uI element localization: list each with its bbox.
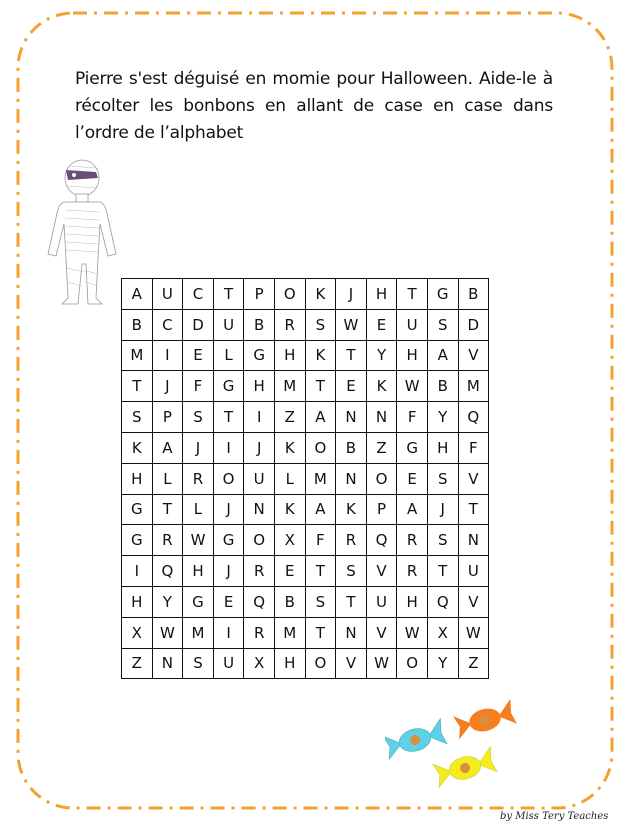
grid-cell: U: [244, 463, 275, 494]
grid-cell: P: [244, 279, 275, 310]
grid-cell: D: [183, 309, 214, 340]
grid-cell: U: [213, 309, 244, 340]
candy-icon: [385, 719, 447, 760]
grid-cell: O: [274, 279, 305, 310]
grid-cell: S: [336, 556, 367, 587]
grid-cell: E: [183, 340, 214, 371]
grid-cell: I: [244, 402, 275, 433]
grid-cell: T: [305, 617, 336, 648]
grid-cell: M: [183, 617, 214, 648]
grid-cell: H: [366, 279, 397, 310]
grid-cell: G: [213, 525, 244, 556]
grid-cell: Y: [427, 648, 458, 679]
grid-cell: N: [336, 463, 367, 494]
grid-cell: I: [213, 432, 244, 463]
grid-cell: I: [122, 556, 153, 587]
grid-cell: N: [152, 648, 183, 679]
grid-cell: W: [397, 371, 428, 402]
grid-cell: W: [366, 648, 397, 679]
grid-cell: G: [213, 371, 244, 402]
grid-cell: T: [122, 371, 153, 402]
grid-cell: U: [152, 279, 183, 310]
grid-cell: H: [274, 648, 305, 679]
grid-cell: F: [397, 402, 428, 433]
grid-row: [122, 494, 489, 525]
grid-cell: L: [213, 340, 244, 371]
grid-cell: L: [274, 463, 305, 494]
grid-cell: M: [305, 463, 336, 494]
grid-cell: J: [152, 371, 183, 402]
grid-row: [122, 309, 489, 340]
grid-cell: O: [366, 463, 397, 494]
grid-cell: A: [427, 340, 458, 371]
grid-cell: T: [397, 279, 428, 310]
grid-cell: Y: [366, 340, 397, 371]
grid-cell: B: [336, 432, 367, 463]
grid-cell: A: [152, 432, 183, 463]
grid-cell: U: [213, 648, 244, 679]
grid-cell: L: [183, 494, 214, 525]
grid-cell: S: [427, 463, 458, 494]
grid-cell: M: [274, 617, 305, 648]
grid-cell: F: [305, 525, 336, 556]
grid-row: [122, 586, 489, 617]
grid-cell: J: [183, 432, 214, 463]
grid-cell: W: [458, 617, 489, 648]
grid-cell: R: [336, 525, 367, 556]
grid-cell: Z: [122, 648, 153, 679]
grid-cell: G: [183, 586, 214, 617]
grid-cell: H: [183, 556, 214, 587]
grid-cell: E: [274, 556, 305, 587]
grid-cell: R: [244, 556, 275, 587]
grid-cell: F: [458, 432, 489, 463]
grid-cell: W: [397, 617, 428, 648]
grid-cell: W: [336, 309, 367, 340]
grid-cell: G: [397, 432, 428, 463]
grid-cell: H: [397, 586, 428, 617]
grid-cell: R: [183, 463, 214, 494]
grid-cell: V: [458, 340, 489, 371]
grid-cell: D: [458, 309, 489, 340]
grid-cell: A: [305, 494, 336, 525]
grid-cell: T: [305, 371, 336, 402]
grid-cell: Q: [366, 525, 397, 556]
grid-cell: A: [397, 494, 428, 525]
grid-cell: S: [427, 309, 458, 340]
grid-row: [122, 402, 489, 433]
grid-cell: Z: [274, 402, 305, 433]
grid-cell: R: [244, 617, 275, 648]
grid-cell: H: [122, 586, 153, 617]
grid-cell: B: [458, 279, 489, 310]
grid-cell: X: [427, 617, 458, 648]
grid-cell: J: [213, 494, 244, 525]
grid-cell: T: [336, 340, 367, 371]
grid-cell: V: [336, 648, 367, 679]
grid-cell: N: [366, 402, 397, 433]
grid-cell: R: [397, 556, 428, 587]
grid-cell: S: [122, 402, 153, 433]
grid-cell: W: [183, 525, 214, 556]
grid-row: [122, 463, 489, 494]
grid-row: [122, 617, 489, 648]
grid-cell: H: [397, 340, 428, 371]
grid-cell: V: [458, 463, 489, 494]
grid-cell: C: [152, 309, 183, 340]
grid-cell: X: [274, 525, 305, 556]
grid-cell: X: [122, 617, 153, 648]
grid-cell: T: [213, 402, 244, 433]
grid-row: [122, 340, 489, 371]
grid-cell: K: [305, 340, 336, 371]
grid-cell: A: [305, 402, 336, 433]
grid-cell: J: [213, 556, 244, 587]
grid-cell: P: [152, 402, 183, 433]
grid-cell: G: [122, 494, 153, 525]
grid-cell: E: [336, 371, 367, 402]
grid-cell: T: [213, 279, 244, 310]
grid-cell: G: [244, 340, 275, 371]
grid-cell: K: [274, 432, 305, 463]
grid-cell: Q: [244, 586, 275, 617]
grid-row: [122, 525, 489, 556]
grid-cell: T: [152, 494, 183, 525]
grid-cell: O: [305, 648, 336, 679]
grid-cell: N: [458, 525, 489, 556]
grid-cell: C: [183, 279, 214, 310]
grid-cell: Z: [458, 648, 489, 679]
grid-cell: J: [244, 432, 275, 463]
grid-cell: W: [152, 617, 183, 648]
grid-cell: L: [152, 463, 183, 494]
grid-cell: S: [305, 586, 336, 617]
grid-cell: H: [244, 371, 275, 402]
grid-cell: X: [244, 648, 275, 679]
grid-cell: K: [336, 494, 367, 525]
alphabet-maze-grid: [121, 278, 489, 679]
grid-cell: I: [213, 617, 244, 648]
grid-cell: M: [274, 371, 305, 402]
grid-row: [122, 648, 489, 679]
candy-illustrations: [385, 700, 525, 790]
grid-cell: V: [366, 617, 397, 648]
grid-cell: F: [183, 371, 214, 402]
grid-cell: O: [305, 432, 336, 463]
grid-cell: T: [305, 556, 336, 587]
grid-cell: M: [458, 371, 489, 402]
candy-icon: [452, 700, 517, 739]
grid-cell: R: [152, 525, 183, 556]
grid-cell: U: [366, 586, 397, 617]
grid-row: [122, 279, 489, 310]
grid-cell: Y: [427, 402, 458, 433]
grid-cell: S: [183, 402, 214, 433]
grid-cell: E: [366, 309, 397, 340]
grid-cell: A: [122, 279, 153, 310]
grid-cell: V: [366, 556, 397, 587]
grid-cell: B: [274, 586, 305, 617]
grid-cell: O: [244, 525, 275, 556]
grid-cell: J: [427, 494, 458, 525]
grid-cell: S: [183, 648, 214, 679]
grid-cell: K: [274, 494, 305, 525]
grid-cell: H: [122, 463, 153, 494]
grid-cell: J: [336, 279, 367, 310]
grid-cell: Q: [458, 402, 489, 433]
grid-cell: O: [397, 648, 428, 679]
grid-cell: K: [366, 371, 397, 402]
instructions-text: Pierre s'est déguisé en momie pour Halloween. Aide-le à récolter les bonbons en allant de case en case dans l’ordre de l’alphabet: [75, 69, 553, 143]
grid-cell: H: [427, 432, 458, 463]
grid-cell: Z: [366, 432, 397, 463]
grid-cell: N: [336, 617, 367, 648]
grid-cell: B: [122, 309, 153, 340]
grid-cell: K: [305, 279, 336, 310]
grid-cell: I: [152, 340, 183, 371]
mummy-illustration: [44, 158, 124, 308]
grid-cell: R: [397, 525, 428, 556]
grid-cell: S: [427, 525, 458, 556]
grid-cell: N: [336, 402, 367, 433]
grid-row: [122, 432, 489, 463]
grid-cell: B: [427, 371, 458, 402]
grid-cell: G: [427, 279, 458, 310]
grid-cell: P: [366, 494, 397, 525]
grid-cell: K: [122, 432, 153, 463]
grid-cell: V: [458, 586, 489, 617]
grid-cell: T: [336, 586, 367, 617]
grid-cell: E: [397, 463, 428, 494]
grid-cell: E: [213, 586, 244, 617]
candy-icon: [432, 747, 497, 788]
author-credit: by Miss Tery Teaches: [500, 811, 609, 822]
grid-cell: G: [122, 525, 153, 556]
grid-cell: S: [305, 309, 336, 340]
grid-cell: B: [244, 309, 275, 340]
grid-cell: U: [397, 309, 428, 340]
grid-cell: Q: [427, 586, 458, 617]
grid-cell: N: [244, 494, 275, 525]
grid-row: [122, 371, 489, 402]
grid-cell: R: [274, 309, 305, 340]
grid-cell: H: [274, 340, 305, 371]
grid-cell: Q: [152, 556, 183, 587]
grid-cell: Y: [152, 586, 183, 617]
grid-cell: M: [122, 340, 153, 371]
grid-cell: T: [458, 494, 489, 525]
grid-cell: U: [458, 556, 489, 587]
grid-row: [122, 556, 489, 587]
grid-cell: O: [213, 463, 244, 494]
grid-cell: T: [427, 556, 458, 587]
